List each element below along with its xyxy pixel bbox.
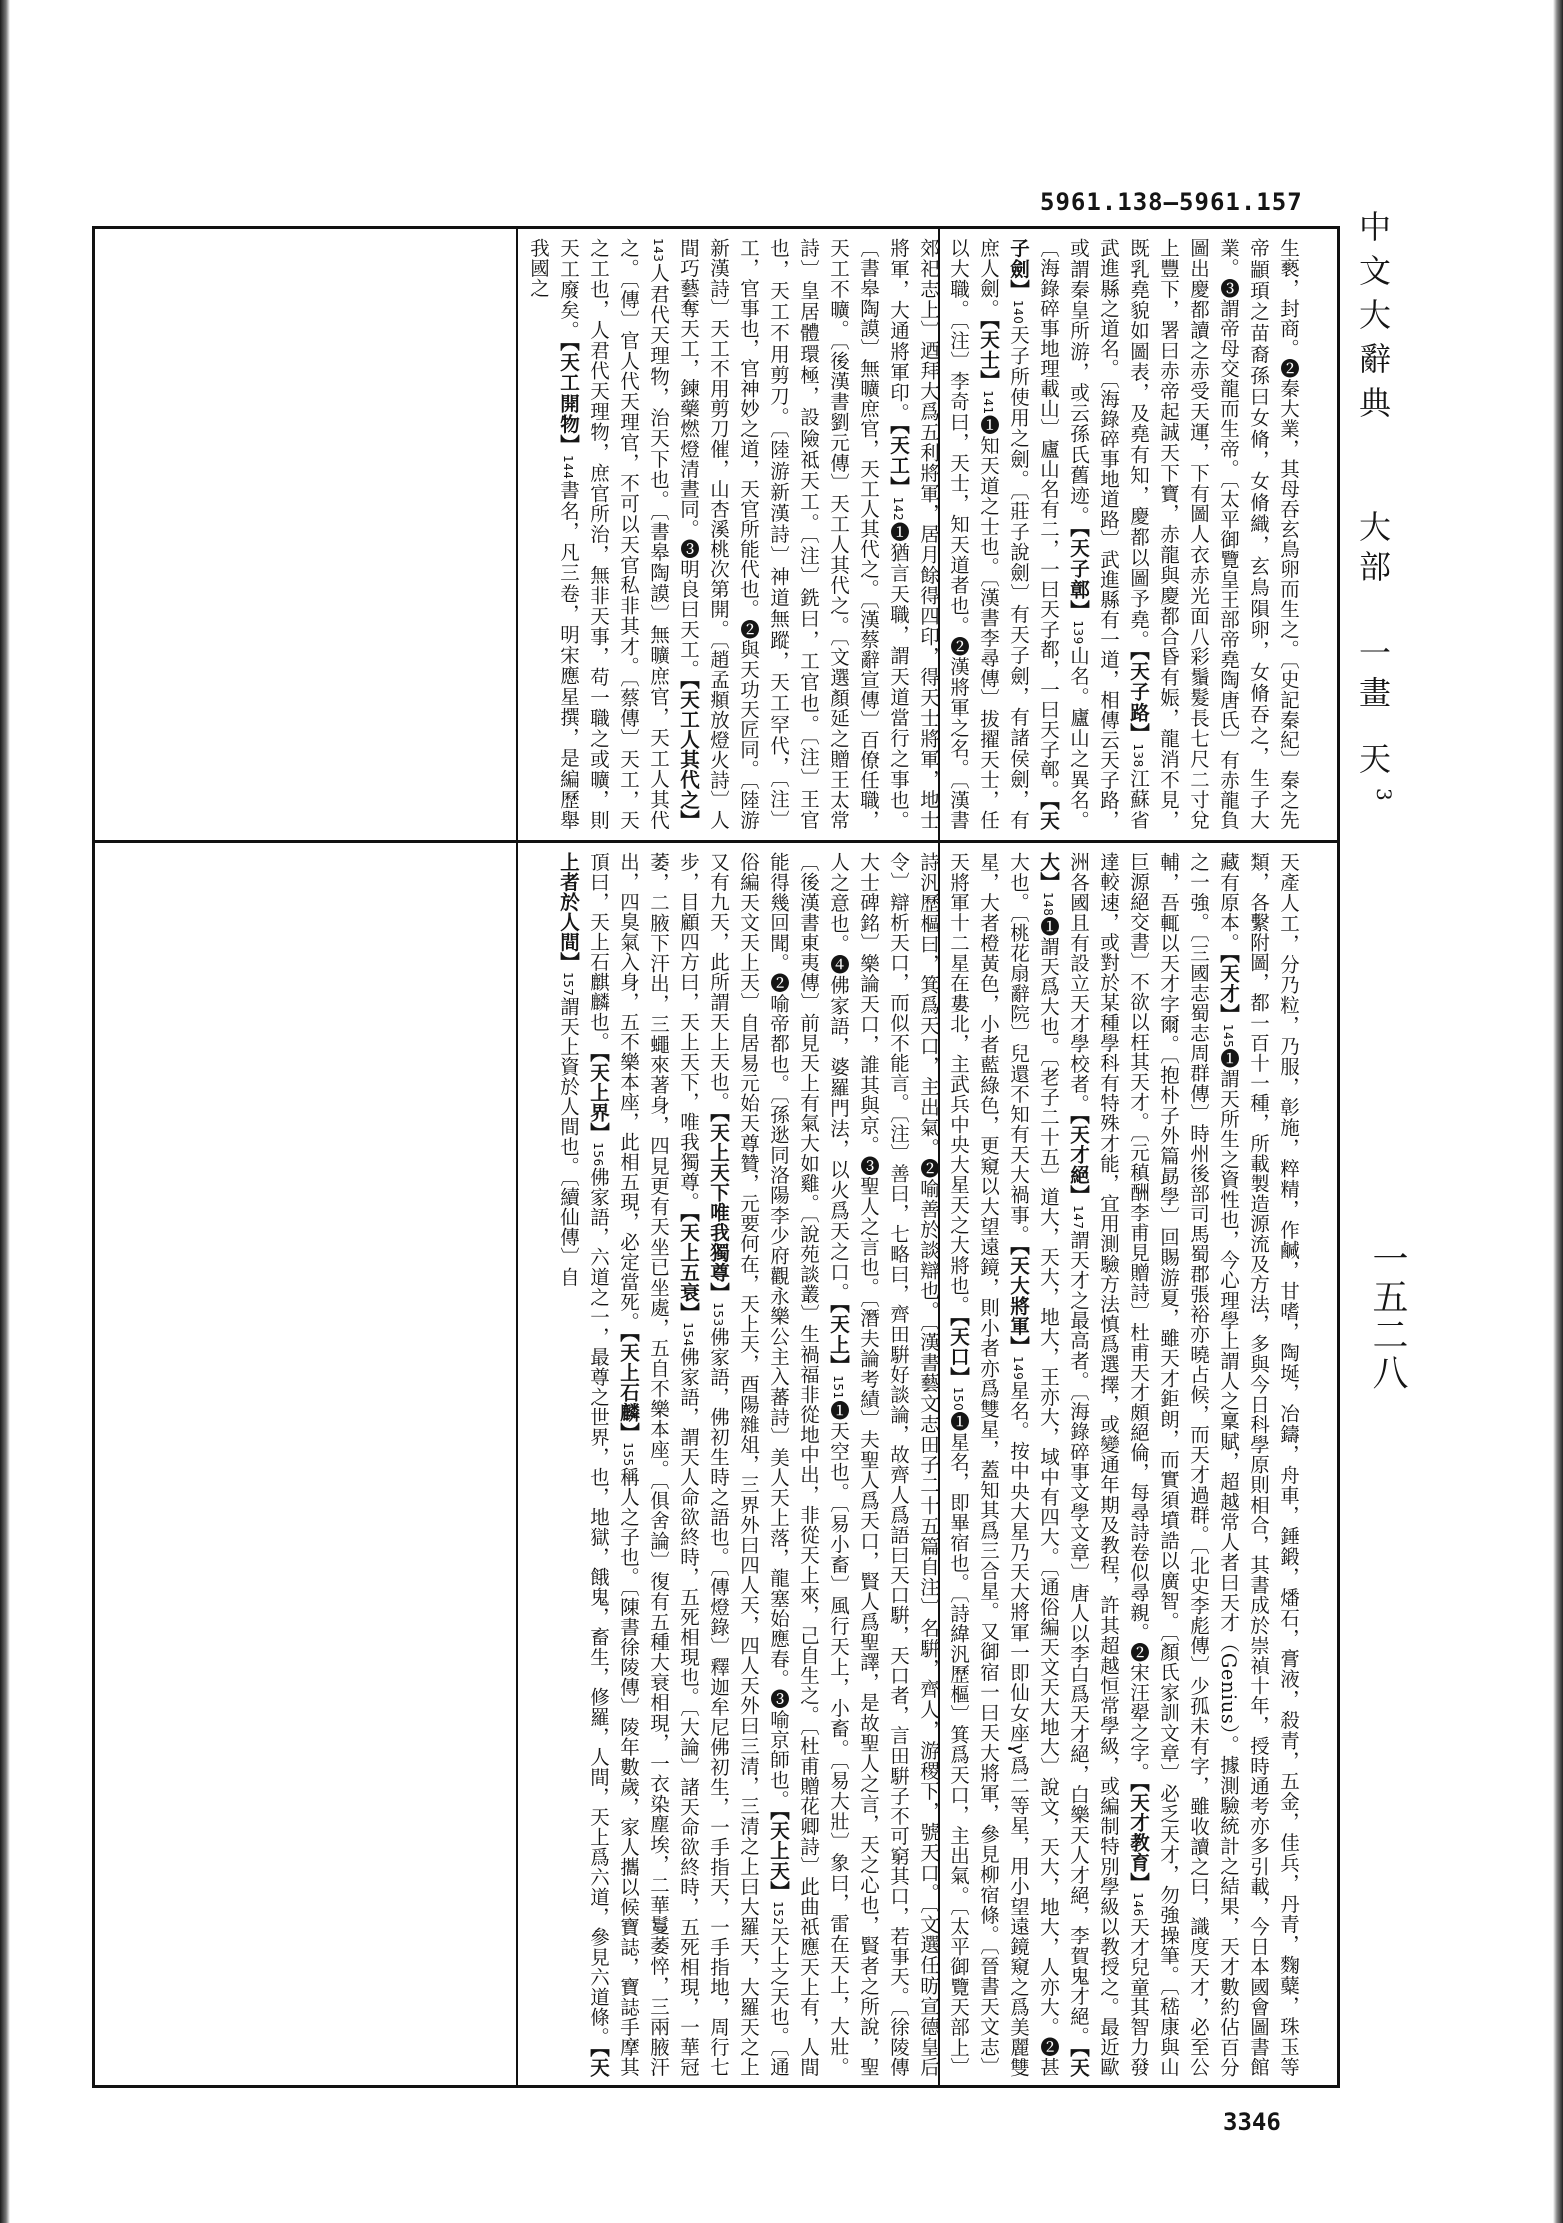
entry-number: 152 (771, 1901, 785, 1926)
entry-text: 山名。廬山之異名。〔海錄碎事地理載山〕廬山名有二，一曰天子都，一曰天子鄣。 (1037, 238, 1090, 830)
scan-edge-right (1553, 0, 1563, 2223)
entry-text: ❶謂天所生之資性也，今心理學上謂人之稟賦，超越常人者曰天才（Genius）。據測驗統計之結果，天才數約佔百分之一強。〔三國志蜀志周群傳〕時州後部司馬蜀郡張裕亦曉占候，而天才過群。〔北史李彪傳〕少孤未有字，雖收讀之曰，識度天才，必至公輔，吾輒以天才字爾。〔抱朴子外篇勗學〕回賜游夏，雖天才鉅朗，而實須墳誥以廣智。〔顏氏家訓文章〕必乏天才，勿強操筆。〔嵇康與山巨源絕交書〕不欲以枉其天才。〔元稹酬李甫見贈詩〕杜甫天才頗絕倫，每尋詩卷似尋親。❷宋汪翚之字。 (1127, 852, 1240, 2077)
entry-number: 154 (681, 1322, 695, 1347)
entry-text: 天產人工，分乃粒，乃服，彰施，粹精，作鹹，甘嗜，陶埏，冶鑄，舟車，錘鍛，燔石，膏液，殺青，五金，佳兵，丹青，麴糵，珠玉等類，各繫附圖，都一百十一種，所載製造源流及方法，多與今日科學原則相合，其書成於崇禎十年，授時通考亦多引載，今日本國會圖書館藏有原本。 (1217, 852, 1300, 2077)
entry-text: 佛家語，六道之一，最尊之世界，也，地獄，餓鬼，畜生，修羅，人間，天上爲六道，參見六道條。 (587, 1166, 610, 2047)
entry-text: 天子所使用之劍。〔莊子說劍〕有天子劍，有諸侯劍，有庶人劍。 (977, 238, 1030, 830)
entry-range: 5961.138—5961.157 (1040, 188, 1303, 216)
folio-number: 3346 (1223, 2108, 1281, 2136)
entry-text: 天上之天也。〔通俗編天文天上天〕自居易元始天尊贊，元要何在，天上天，酉陽雜俎，三界外曰四人天，四人天外曰三清，三清之上曰大羅天，大羅天之上又有九天，此所謂天上天也。 (707, 852, 790, 2077)
entry-number: 138 (1131, 743, 1145, 769)
entry-headword: 【天工人其代之】 (677, 679, 700, 830)
entry-headword: 【天上者於人間】 (557, 852, 610, 2077)
entry-text: ❶星名，即畢宿也。〔詩緯汎歷樞〕箕爲天口，主出氣。〔太平御覽天部上〕詩汎歷樞曰，箕爲天口，主出氣。❷喻善於談辯也。〔漢書藝文志田子二十五篇自注〕名騈，齊人，游稷下，號天口。〔文選任昉宣德皇后令〕辯析天口，而似不能言。〔注〕善曰，七略曰，齊田騈好談論，故齊人爲語曰天口騈，天口者，言田騈子不可窮其口，若事天。〔徐陵傳大士碑銘〕樂論天口，誰其與京。❸聖人之言也。〔潛夫論考績〕夫聖人爲天口，賢人爲聖譯，是故聖人之言，天之心也，賢者之所說，聖人之意也。❹佛家語，婆羅門法，以火爲天之口。 (827, 852, 970, 2077)
entry-number: 141 (981, 390, 995, 415)
entry-headword: 【天上界】 (587, 1052, 610, 1143)
dictionary-entry (1127, 238, 1300, 830)
entry-number: 140 (1011, 299, 1025, 325)
entry-number: 148 (1041, 892, 1055, 917)
horizontal-divider (92, 840, 1340, 843)
dictionary-entry (587, 1052, 610, 2047)
scan-edge-left (0, 0, 10, 2223)
entry-number: 149 (1011, 1355, 1025, 1381)
entry-number: 157 (561, 972, 575, 997)
entry-text: 佛家語，佛初生時之語也。〔傳燈錄〕釋迦牟尼佛初生，一手指天，一手指地，周行七步，目顧四方曰，天上天下，唯我獨尊。 (677, 852, 730, 2077)
entry-number: 139 (1071, 620, 1085, 645)
entry-text: 江蘇省武進縣之道名。〔海錄碎事地道路〕武進縣有一道，相傳云天子路，或謂秦皇所游，或云孫氏舊迹。 (1067, 238, 1150, 830)
entry-headword: 【天上天】 (767, 1810, 790, 1902)
entry-text: 人君代天理物，治天下也。〔書皋陶謨〕無曠庶官，天工人其代之。〔傳〕官人代天理官，不可以天官私非其才。〔蔡傳〕天工，天之工也，人君代天理物，庶官所治，無非天事，苟一職之或曠，則天工廢矣。 (557, 238, 670, 830)
entry-headword: 【天才絕】 (1067, 1114, 1090, 1206)
entry-headword: 【天工】 (887, 423, 910, 497)
entry-headword: 【天士】 (977, 318, 1000, 391)
radical-label: 大部 (1354, 510, 1392, 590)
entry-number: 147 (1071, 1205, 1085, 1230)
entry-text: 佛家語，謂天人命欲終時，五死相現也。〔大論〕諸天命欲終時，五死相現，一華冠萎，二腋下汗出，三蠅來著身，四見更有天坐已坐處，五自不樂本座。〔俱舍論〕復有五種大衰相現，一衣染塵埃，二華鬘萎悴，三兩腋汗出，四臭氣入身，五不樂本座，此相五現，必定當死。 (617, 852, 700, 2077)
entry-headword: 【天子路】 (1127, 650, 1150, 744)
entry-headword: 【天上石麟】 (617, 1332, 640, 1443)
entry-number: 146 (1131, 1892, 1145, 1917)
entry-number: 156 (591, 1142, 605, 1167)
dictionary-entry (677, 238, 910, 830)
entry-headword: 【天子鄣】 (1067, 526, 1090, 621)
entry-text: 謂天才之最高者。〔海錄碎事文學文章〕唐人以李白爲天才絕，白樂天人才絕，李賀鬼才絕。 (1067, 1229, 1090, 2047)
entry-text: ❶謂天爲大也。〔老子二十五〕道大，天大，地大，王亦大，域中有四大。〔通俗編天文天大地大〕說文，天大，地大，人亦大。❷甚大也。〔桃花扇辭院〕兒還不知有天大禍事。 (1007, 852, 1060, 2077)
entry-headword: 【天工開物】 (557, 341, 580, 456)
entry-text: 天才兒童其智力發達較速，或對於某種學科有特殊才能，宜用測驗方法慎爲選擇，或變通年期及教程，許其超越恒常學級，或編制特別學級以教授之。最近歐洲各國且有設立天才學校者。 (1067, 852, 1150, 2077)
dictionary-title: 中文大辭典 (1354, 210, 1392, 430)
entry-headword: 【天才教育】 (1127, 1782, 1150, 1893)
head-character-superscript: 3 (1372, 788, 1396, 809)
entry-headword: 【天子劍】 (1007, 238, 1060, 830)
entry-number: 155 (621, 1442, 635, 1467)
entry-text: ❶知天道之士也。〔漢書李尋傳〕拔擢天士，任以大職。〔注〕李奇曰，天士，知天道者也。❷漢將軍之名。〔漢書郊祀志上〕迺拜大爲五利將軍，居月餘得四印，得天士將軍，地士將軍，大通將軍印。 (887, 238, 1000, 830)
entry-text: 謂天上資於人間也。〔續仙傳〕自 (557, 996, 580, 1287)
entry-headword: 【天大將軍】 (1007, 1244, 1030, 1356)
head-character: 天 (1354, 742, 1392, 782)
entry-number: 153 (711, 1302, 725, 1327)
entry-headword: 【天口】 (947, 1315, 970, 1387)
entry-number: 150 (951, 1386, 965, 1412)
running-header (1350, 210, 1396, 809)
entry-number: 151 (831, 1375, 845, 1400)
entry-text: 稱人之子也。〔陳書徐陵傳〕陵年數歲，家人攜以候寶誌，寶誌手摩其頂曰，天上石麒麟也。 (587, 852, 640, 2077)
entry-number: 143 (651, 238, 665, 263)
entry-headword: 【天才】 (1217, 952, 1240, 1024)
entry-text: 書名，凡三卷，明宋應星撰，是編歷舉我國之 (527, 238, 580, 830)
entry-text: ❶天空也。〔易小畜〕風行天上，小畜。〔易大壯〕象曰，雷在天上，大壯。〔後漢書東夷傳〕前見天上有氣大如雞。〔說苑談叢〕生禍福非從地中出，非從天上來，己自生之。〔杜甫贈花卿詩〕此曲祇應天上有，人間能得幾回聞。❷喻帝都也。〔孫逖同洛陽李少府觀永樂公主入蕃詩〕美人天上落，龍塞始應春。❸喻京師也。 (767, 852, 850, 2077)
entry-text: ❶猶言天職，謂天道當行之事也。〔書皋陶謨〕無曠庶官，天工人其代之。〔漢蔡辭宣傳〕百僚任職，天工不曠。〔後漢書劉元傳〕天工人其代之。〔文選顏延之贈王太常詩〕皇居體環極，設險祗天工。〔注〕銑曰，工官也。〔注〕王官也，天工不用剪刀。〔陸游新漢詩〕神道無蹤，天工罕代，〔注〕工，官事也，官神妙之道，天官所能代也。❷與天功天匠同。〔陸游新漢詩〕天工不用剪刀催，山杏溪桃次第開。〔趙孟頫放燈火詩〕人間巧藝奪天工，鍊藥燃燈清晝同。❸明良曰天工。 (677, 238, 910, 830)
entry-headword: 【天上五衰】 (677, 1212, 700, 1323)
entry-number: 144 (561, 455, 575, 480)
entry-number: 145 (1221, 1023, 1235, 1048)
page-number-chinese: 一五二八 (1367, 1240, 1408, 1392)
entry-headword: 【天上】 (827, 1302, 850, 1376)
entry-headword: 【天大】 (1037, 852, 1090, 2077)
text-block-top-right (483, 238, 1303, 830)
entry-text: 生褻，封商。❷秦大業，其母吞玄鳥卵而生之。〔史記秦紀〕秦之先帝顓頊之苗裔孫曰女脩，女脩織，玄鳥隕卵，女脩吞之，生子大業。❸謂帝母交龍而生帝。〔太平御覽皇王部帝堯陶唐氏〕有赤龍負圖出慶都讀之赤受天運，下有圖人衣赤光面八彩鬚髮長七尺二寸兌上豐下，署曰赤帝起誠天下寶，赤龍與慶都合昏有娠，龍消不見，既乳堯貌如圖表，及堯有知，慶都以圖予堯。 (1127, 238, 1300, 830)
entry-text: 星名。按中央大星乃天大將軍一即仙女座γ爲二等星，用小望遠鏡窺之爲美麗雙星，大者橙黃色，小者藍綠色，更窺以大望遠鏡，則小者亦爲雙星，蓋知其爲三合星。又御宿一曰天大將軍，參見柳宿條。〔晉書天文志〕天將軍十二星在婁北，主武兵中央大星天之大將也。 (947, 852, 1030, 2077)
entry-headword: 【天上天下唯我獨尊】 (707, 1112, 730, 1303)
entry-number: 142 (891, 496, 905, 521)
dictionary-entry (1067, 1114, 1090, 2047)
text-block-bottom-right (483, 852, 1303, 2077)
stroke-count-label: 一畫 (1354, 636, 1392, 716)
